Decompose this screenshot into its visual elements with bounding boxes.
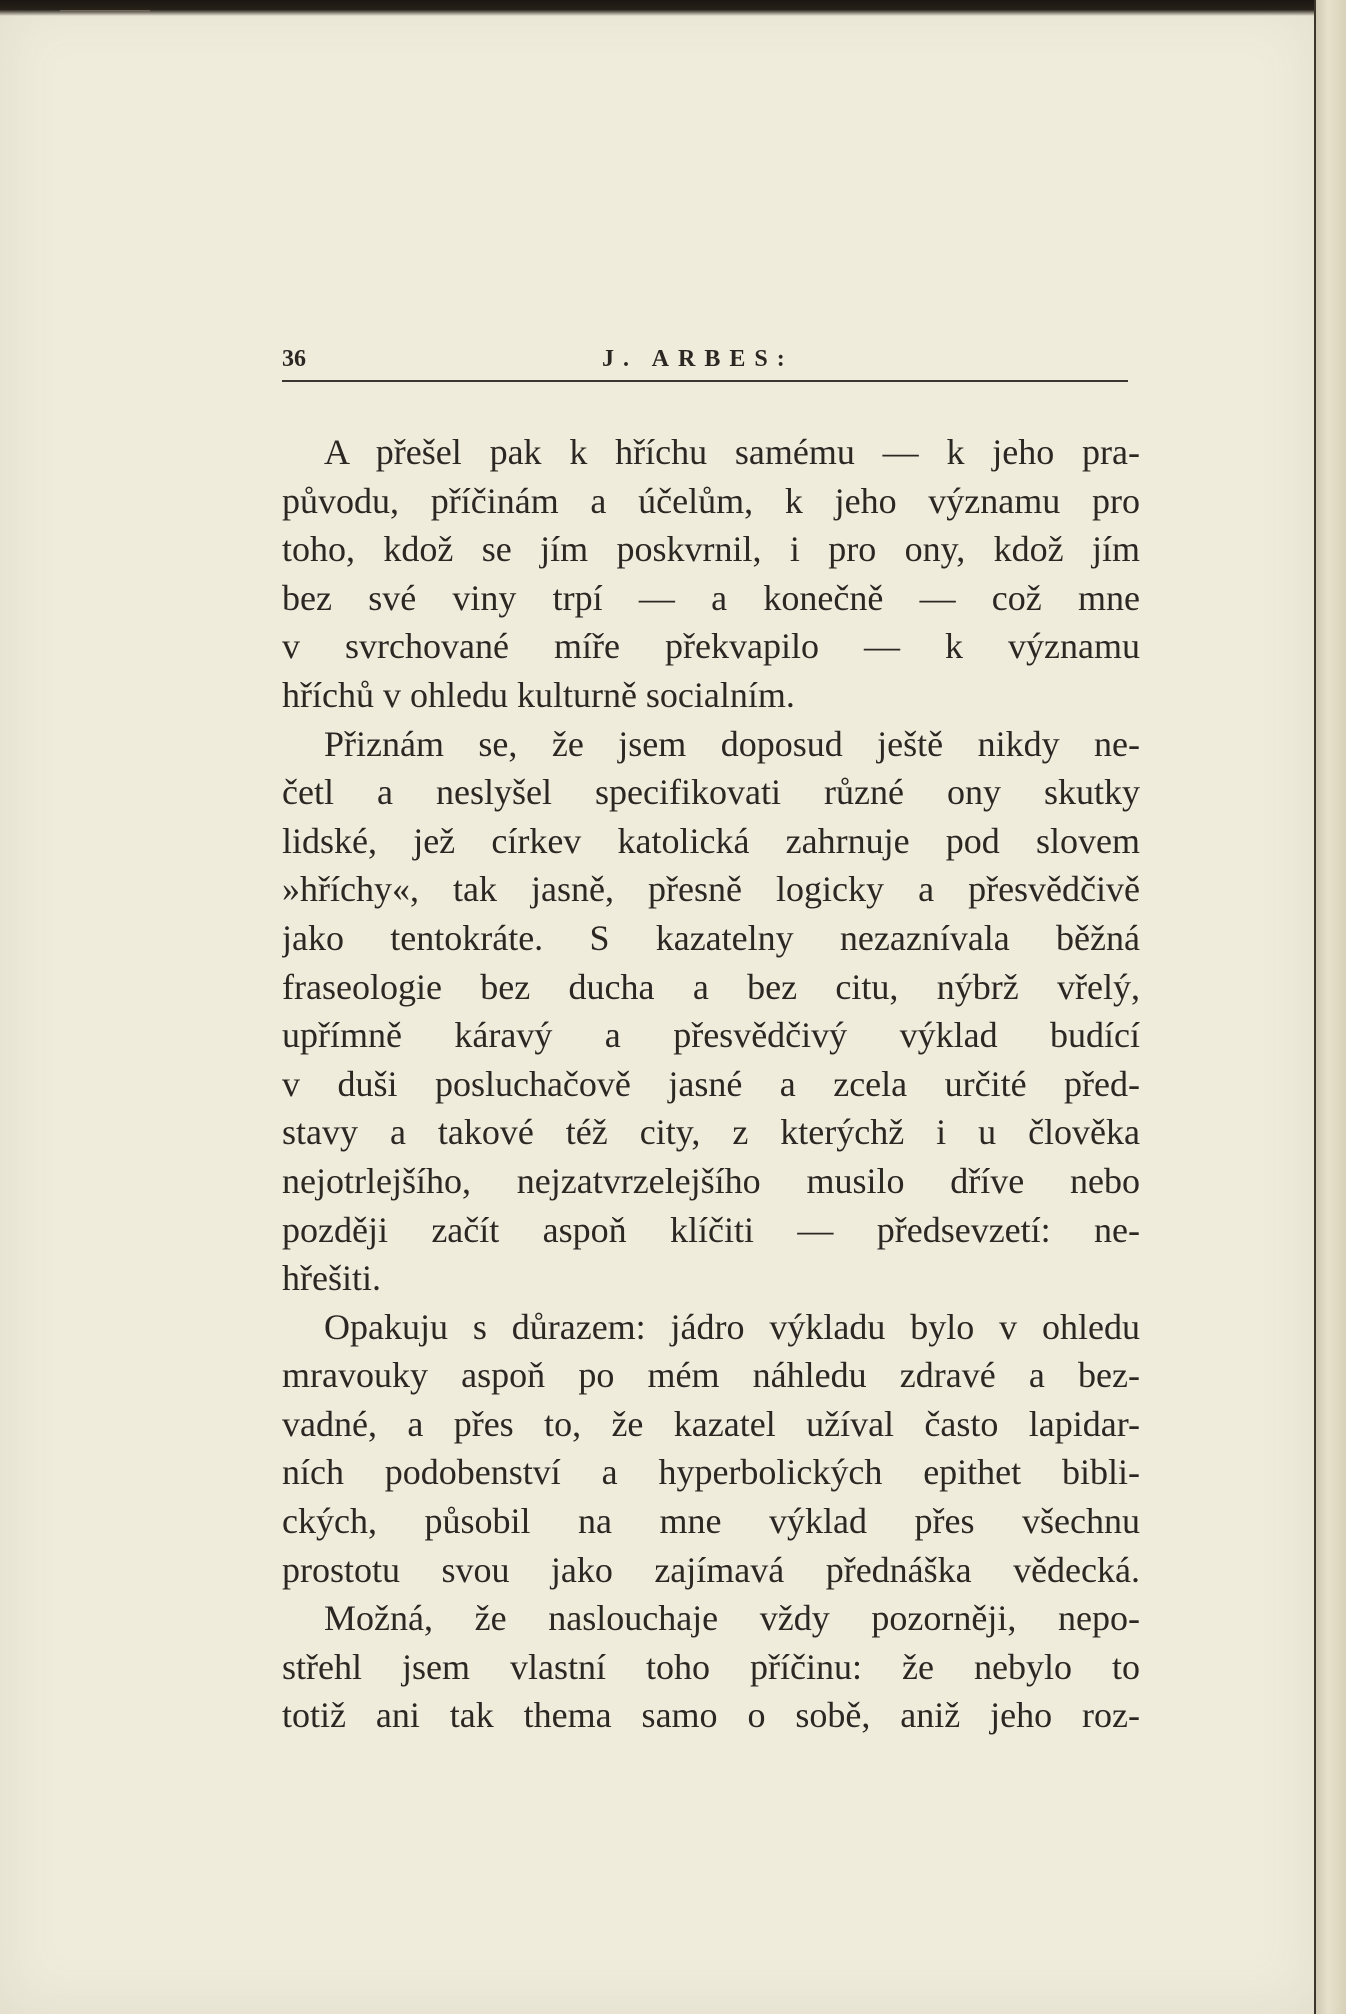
paragraph-2 <box>282 720 1140 1303</box>
top-edge-shadow <box>0 0 1346 16</box>
text-line: toho, kdož se jím poskvrnil, i pro ony, kdož jím <box>282 529 1140 570</box>
text-line: původu, příčinám a účelům, k jeho významu pro <box>282 480 1140 521</box>
running-head <box>282 346 1128 376</box>
paragraph-4 <box>282 1594 1140 1740</box>
text-line: fraseologie bez ducha a bez citu, nýbrž vřelý, <box>282 966 1140 1007</box>
text-line: jako tentokráte. S kazatelny nezaznívala běžná <box>282 917 1140 958</box>
text-line: prostotu svou jako zajímavá přednáška vědecká. <box>282 1549 1140 1590</box>
text-line: »hříchy«, tak jasně, přesně logicky a přesvědčivě <box>282 869 1140 910</box>
text-line: bez své viny trpí — a konečně — což mne <box>282 577 1140 618</box>
text-line: mravouky aspoň po mém náhledu zdravé a bez- <box>282 1355 1140 1396</box>
text-line: hřešiti. <box>282 1258 381 1299</box>
text-line: v duši posluchačově jasné a zcela určité před- <box>282 1063 1140 1104</box>
running-title: J. ARBES: <box>602 346 794 372</box>
text-line: ních podobenství a hyperbolických epithet bibli- <box>282 1452 1140 1493</box>
body-text <box>282 428 1140 1740</box>
text-line: nejotrlejšího, nejzatvrzelejšího musilo dříve nebo <box>282 1160 1140 1201</box>
paragraph-3 <box>282 1303 1140 1595</box>
text-line: Možná, že naslouchaje vždy pozorněji, nepo- <box>324 1598 1140 1639</box>
text-line: střehl jsem vlastní toho příčinu: že nebylo to <box>282 1646 1140 1687</box>
text-line: A přešel pak k hříchu samému — k jeho pra- <box>324 432 1140 472</box>
text-line: v svrchované míře překvapilo — k významu <box>282 626 1140 667</box>
text-line: vadné, a přes to, že kazatel užíval často lapidar- <box>282 1403 1140 1444</box>
text-line: upřímně káravý a přesvědčivý výklad budící <box>282 1015 1140 1056</box>
text-line: Přiznám se, že jsem doposud ještě nikdy ne- <box>324 723 1140 764</box>
text-line: četl a neslyšel specifikovati různé ony skutky <box>282 772 1140 813</box>
top-edge-mark <box>60 10 150 12</box>
text-line: později začít aspoň klíčiti — předsevzetí: ne- <box>282 1209 1140 1250</box>
text-line: ckých, působil na mne výklad přes všechnu <box>282 1501 1140 1542</box>
header-rule <box>282 380 1128 382</box>
text-line: Opakuju s důrazem: jádro výkladu bylo v ohledu <box>324 1306 1140 1347</box>
adjacent-page-edge <box>1314 0 1346 2014</box>
text-line: lidské, jež církev katolická zahrnuje pod slovem <box>282 820 1140 861</box>
text-line: totiž ani tak thema samo o sobě, aniž jeho roz- <box>282 1695 1140 1736</box>
text-line: stavy a takové též city, z kterýchž i u člověka <box>282 1112 1140 1153</box>
text-line: hříchů v ohledu kulturně socialním. <box>282 674 795 715</box>
paragraph-1 <box>282 428 1140 720</box>
page-number: 36 <box>282 346 306 372</box>
